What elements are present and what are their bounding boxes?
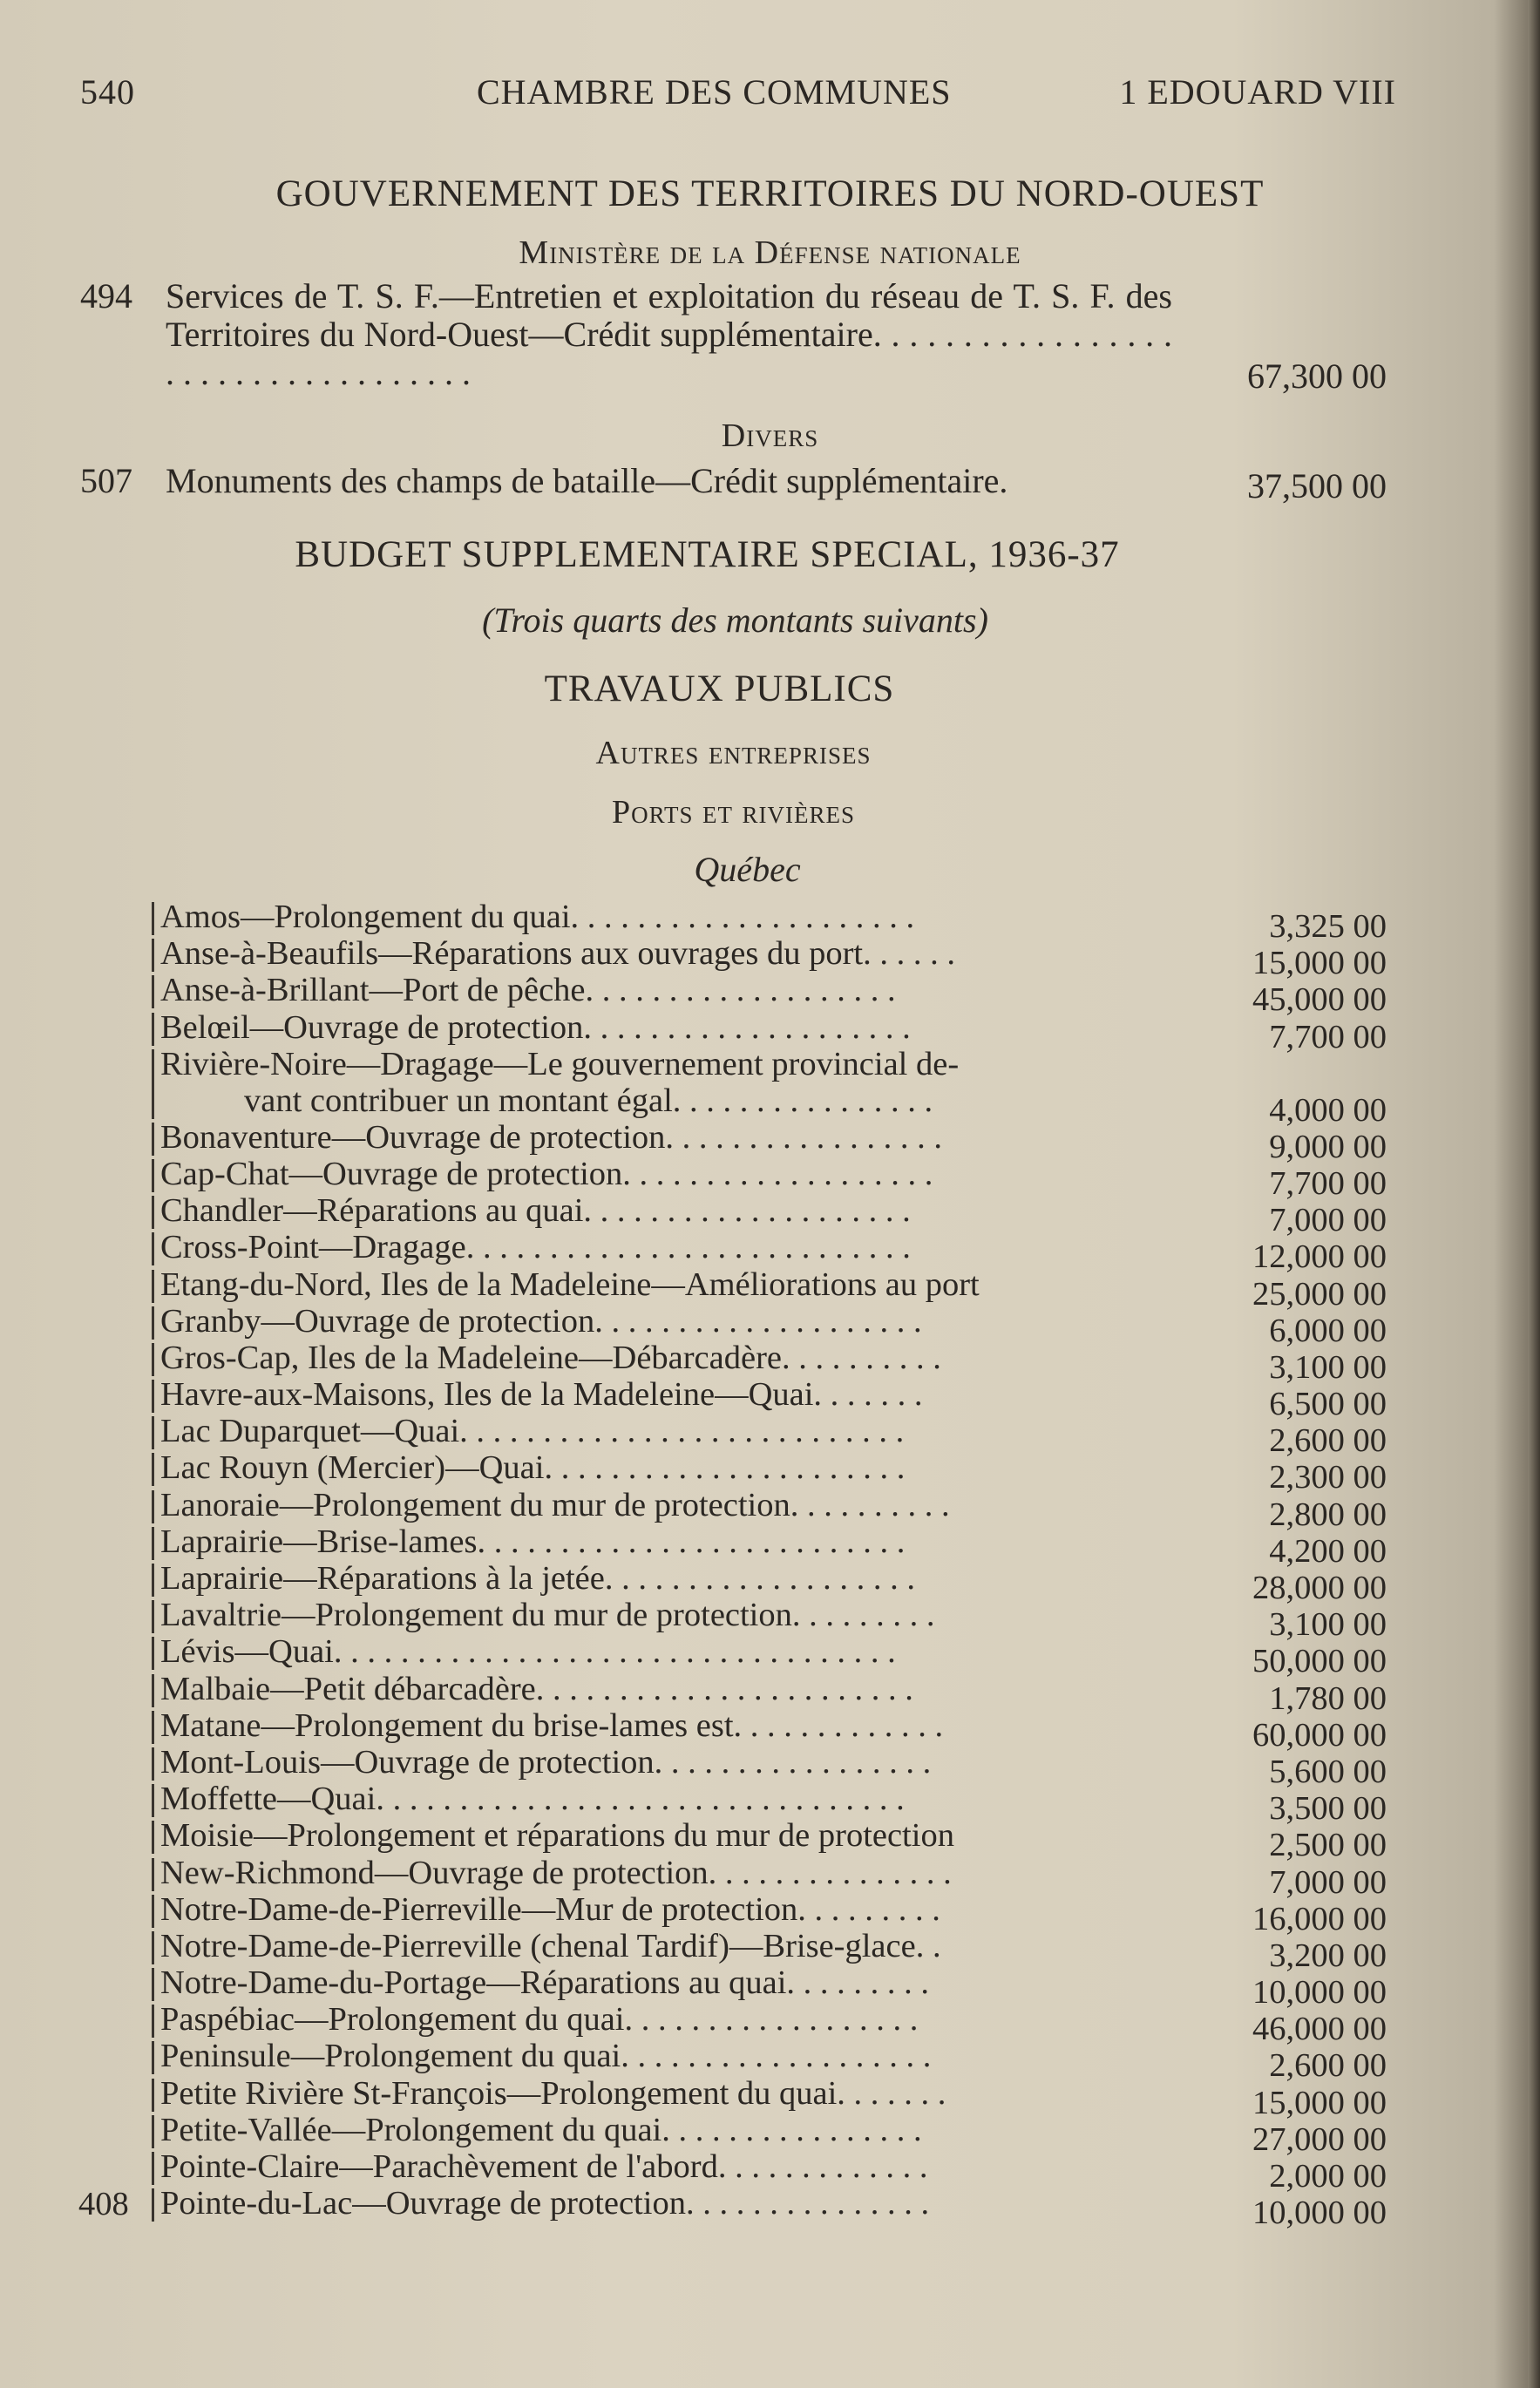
item-description-line: Lac Rouyn (Mercier)—Quai. . . . . . . . . . . . . . . . . . . . . . [160,1449,906,1487]
item-description-line: Laprairie—Réparations à la jetée. . . . . . . . . . . . . . . . . . . [160,1560,915,1597]
item-description [160,972,1171,1008]
item-amount: 3,100 00 [1269,1348,1387,1386]
item-amount: 2,800 00 [1269,1496,1387,1533]
item-amount: 45,000 00 [1252,981,1387,1019]
section-heading-nwt: GOUVERNEMENT DES TERRITOIRES DU NORD-OUEST [275,173,1265,214]
item-amount: 7,000 00 [1269,1202,1387,1239]
item-description-line: Rivière-Noire—Dragage—Le gouvernement provincial de- [160,1045,960,1082]
item-amount: 4,200 00 [1269,1532,1387,1570]
list-item [0,972,1540,1019]
item-description-line: Petite Rivière St-François—Prolongement du quai. . . . . . . [160,2074,946,2112]
list-item [0,1633,1540,1680]
category-subheading: Autres entreprises [595,735,872,771]
item-amount: 50,000 00 [1252,1643,1387,1680]
item-amount: 10,000 00 [1252,1974,1387,2011]
item-description-line: Cross-Point—Dragage. . . . . . . . . . . . . . . . . . . . . . . . . . . [160,1229,911,1266]
item-amount: 3,200 00 [1269,1937,1387,1974]
item-description [160,1156,1171,1192]
brace-segment [152,1416,154,1449]
list-item [0,1706,1540,1754]
list-item [0,1192,1540,1239]
item-amount: 7,000 00 [1269,1863,1387,1901]
item-description [160,2038,1171,2074]
item-description [160,1744,1171,1781]
budget-note: (Trois quarts des montants suivants) [482,600,988,640]
item-description [160,1009,1171,1046]
list-item [0,2038,1540,2085]
item-amount: 2,500 00 [1269,1827,1387,1864]
item-description-line: Pointe-Claire—Parachèvement de l'abord. . . . . . . . . . . . . [160,2148,928,2185]
list-item [0,2148,1540,2195]
item-amount: 37,500 00 [1247,466,1387,505]
brace-segment [152,975,154,1008]
item-description [160,1487,1171,1523]
brace-segment [152,1747,154,1781]
brace-segment [152,1895,154,1928]
item-amount: 2,600 00 [1269,2047,1387,2085]
brace-segment [152,1674,154,1707]
item-description [160,935,1171,972]
item-amount: 2,300 00 [1269,1459,1387,1496]
item-amount: 7,700 00 [1269,1018,1387,1055]
item-description [160,1964,1171,2001]
brace-segment [152,1564,154,1597]
brace-segment [152,2152,154,2185]
list-item [0,1339,1540,1386]
brace-segment [152,1453,154,1486]
item-description-line: Belœil—Ouvrage de protection. . . . . . . . . . . . . . . . . . . . [160,1008,911,1046]
item-amount: 3,325 00 [1269,908,1387,945]
list-item [0,1817,1540,1864]
brace-segment [152,1380,154,1413]
item-description [160,1303,1171,1340]
province-heading: Québec [694,850,801,889]
list-item [0,1670,1540,1717]
item-description: Monuments des champs de bataille—Crédit supplémentaire. [166,461,1008,500]
brace-segment [152,902,154,935]
item-description-line: Malbaie—Petit débarcadère. . . . . . . . . . . . . . . . . . . . . . . [160,1670,913,1707]
list-item [0,1008,1540,1055]
vote-number: 494 [80,276,132,315]
item-description [160,1597,1171,1633]
brace-segment [152,1490,154,1523]
item-description-line: Anse-à-Beaufils—Réparations aux ouvrages du port. . . . . . [160,935,956,973]
budget-title: BUDGET SUPPLEMENTAIRE SPECIAL, 1936-37 [295,534,1120,575]
item-description-line: New-Richmond—Ouvrage de protection. . . . . . . . . . . . . . . [160,1854,952,1891]
publication-title: CHAMBRE DES COMMUNES [477,72,952,112]
brace-segment [152,1858,154,1891]
item-description [160,1449,1171,1486]
list-item [0,1927,1540,1974]
list-item [0,1890,1540,1937]
item-description [160,1119,1171,1156]
list-item [0,1781,1540,1828]
list-item [0,1523,1540,1570]
brace-segment [152,1159,154,1192]
item-description [160,1781,1171,1817]
item-amount: 15,000 00 [1252,2084,1387,2121]
item-description-line: Lévis—Quai. . . . . . . . . . . . . . . . . . . . . . . . . . . . . . . . . . [160,1633,896,1671]
item-description [160,1413,1171,1449]
item-description-line: Cap-Chat—Ouvrage de protection. . . . . . . . . . . . . . . . . . . [160,1155,933,1192]
brace-segment [152,1013,154,1046]
item-description-line: Granby—Ouvrage de protection. . . . . . . . . . . . . . . . . . . . [160,1302,922,1340]
brace-segment [152,1527,154,1560]
ministry-subheading: Ministère de la Défense nationale [519,234,1021,271]
item-description [160,1229,1171,1265]
list-item [0,1229,1540,1276]
item-description [160,899,1171,935]
item-amount: 2,600 00 [1269,1422,1387,1460]
item-description-line: Bonaventure—Ouvrage de protection. . . . . . . . . . . . . . . . . [160,1118,943,1156]
brace-segment [152,1232,154,1265]
item-description [160,1560,1171,1597]
item-amount: 15,000 00 [1252,945,1387,982]
brace-segment [152,1821,154,1854]
item-description-line: Lavaltrie—Prolongement du mur de protection. . . . . . . . . [160,1597,935,1634]
item-description [160,2001,1171,2038]
list-item [0,1376,1540,1423]
item-description [160,1046,1171,1119]
brace-segment [152,1343,154,1376]
item-amount: 46,000 00 [1252,2011,1387,2048]
items-list [0,899,1540,2232]
item-amount: 4,000 00 [1269,1091,1387,1129]
item-amount: 25,000 00 [1252,1275,1387,1313]
item-description-line: Amos—Prolongement du quai. . . . . . . . . . . . . . . . . . . . . [160,899,915,935]
brace-segment [152,2188,154,2222]
item-amount: 3,100 00 [1269,1606,1387,1644]
brace-segment [152,2115,154,2148]
session-label: 1 EDOUARD VIII [1119,72,1396,112]
item-description [160,1633,1171,1670]
item-description-line: Peninsule—Prolongement du quai. . . . . . . . . . . . . . . . . . . [160,2038,932,2075]
item-amount: 1,780 00 [1269,1679,1387,1717]
item-description-line: Mont-Louis—Ouvrage de protection. . . . . . . . . . . . . . . . . [160,1743,932,1781]
item-description-line: vant contribuer un montant égal. . . . . . . . . . . . . . . . [244,1082,933,1119]
item-amount: 5,600 00 [1269,1753,1387,1790]
item-description [160,2185,1171,2222]
item-description-line: Havre-aux-Maisons, Iles de la Madeleine—Quai. . . . . . . [160,1376,923,1414]
item-description-line: Etang-du-Nord, Iles de la Madeleine—Améliorations au port [160,1265,980,1303]
brace-segment [152,1931,154,1964]
brace-segment [152,1270,154,1303]
subcategory-subheading: Ports et rivières [611,794,855,831]
item-description [160,1928,1171,1964]
department-heading: TRAVAUX PUBLICS [544,668,895,709]
item-description-line: Lanoraie—Prolongement du mur de protection. . . . . . . . . . [160,1486,950,1523]
list-item [0,1155,1540,1202]
item-amount: 3,500 00 [1269,1790,1387,1828]
list-item [0,2111,1540,2158]
brace-segment [152,1306,154,1340]
brace-segment [152,1600,154,1633]
item-description [160,1707,1171,1744]
item-description-line: Laprairie—Brise-lames. . . . . . . . . . . . . . . . . . . . . . . . . . [160,1523,906,1560]
item-description [160,1376,1171,1413]
item-description-line: Moffette—Quai. . . . . . . . . . . . . . . . . . . . . . . . . . . . . . . . [160,1781,905,1818]
brace-segment [152,1784,154,1817]
list-item [0,1118,1540,1165]
item-description-line: Matane—Prolongement du brise-lames est. . . . . . . . . . . . . [160,1706,944,1744]
page-number: 540 [80,72,135,112]
brace-segment [152,1637,154,1670]
item-description-line: Petite-Vallée—Prolongement du quai. . . . . . . . . . . . . . . . [160,2111,922,2148]
item-amount: 6,000 00 [1269,1312,1387,1349]
vote-number: 507 [80,461,132,500]
item-amount: 6,500 00 [1269,1386,1387,1423]
list-item [0,1964,1540,2011]
brace-segment [152,1968,154,2001]
item-description-line: Paspébiac—Prolongement du quai. . . . . . . . . . . . . . . . . . [160,2001,919,2039]
item-description [160,2112,1171,2148]
list-item [0,1045,1540,1129]
list-item [0,1560,1540,1606]
item-description-line: Pointe-du-Lac—Ouvrage de protection. . . . . . . . . . . . . . . [160,2185,930,2222]
vote-408-number: 408 [78,2186,129,2222]
item-description [160,1266,1171,1303]
list-item [0,2185,1540,2232]
item-description [160,1891,1171,1928]
list-item [0,1265,1540,1313]
list-item [0,2074,1540,2121]
item-amount: 7,700 00 [1269,1164,1387,1202]
brace-segment [152,2041,154,2074]
item-description-line: Notre-Dame-de-Pierreville—Mur de protection. . . . . . . . . [160,1890,940,1928]
item-amount: 28,000 00 [1252,1570,1387,1606]
item-amount: 27,000 00 [1252,2120,1387,2158]
list-item [0,899,1540,945]
brace-segment [152,1196,154,1229]
item-description-line: Notre-Dame-de-Pierreville (chenal Tardif)—Brise-glace. . [160,1927,941,1964]
item-description-line: Moisie—Prolongement et réparations du mur de protection [160,1817,954,1855]
list-item [0,1486,1540,1533]
item-amount: 10,000 00 [1252,2195,1387,2232]
item-amount: 60,000 00 [1252,1716,1387,1754]
list-item [0,1854,1540,1901]
item-description-line: Gros-Cap, Iles de la Madeleine—Débarcadère. . . . . . . . . . [160,1339,941,1376]
item-description [160,1340,1171,1376]
brace-segment [152,1711,154,1744]
list-item [0,935,1540,982]
brace-segment [152,1049,154,1119]
item-description-line: Anse-à-Brillant—Port de pêche. . . . . . . . . . . . . . . . . . . [160,972,896,1009]
list-item [0,1413,1540,1460]
item-amount: 16,000 00 [1252,1900,1387,1937]
list-item [0,1302,1540,1349]
item-description-line: Notre-Dame-du-Portage—Réparations au quai. . . . . . . . . [160,1964,930,2002]
brace-segment [152,2005,154,2038]
brace-segment [152,939,154,972]
item-amount: 9,000 00 [1269,1128,1387,1165]
item-description-line: Lac Duparquet—Quai. . . . . . . . . . . . . . . . . . . . . . . . . . . [160,1413,905,1450]
item-description [160,1817,1171,1854]
list-item [0,1597,1540,1644]
item-description [160,1671,1171,1707]
item-description [160,1523,1171,1560]
item-description: Services de T. S. F.—Entretien et exploitation du réseau de T. S. F. des Territoires du Nord-Ouest—Crédit supplémentaire. . . . . . . . . . . . . . . . . . . . . . . . . . . . . . . . . . . [166,276,1172,392]
divers-subheading: Divers [721,417,819,454]
item-description [160,2075,1171,2112]
item-description [160,2148,1171,2185]
item-description [160,1192,1171,1229]
item-amount: 67,300 00 [1247,356,1387,396]
running-head [80,71,1396,115]
list-item [0,1743,1540,1790]
list-item [0,2001,1540,2048]
page-binding-edge [1528,0,1540,2388]
item-description [160,1855,1171,1891]
item-amount: 12,000 00 [1252,1238,1387,1276]
item-amount: 2,000 00 [1269,2158,1387,2195]
item-description-line: Chandler—Réparations au quai. . . . . . . . . . . . . . . . . . . . [160,1192,911,1230]
brace-segment [152,2079,154,2112]
brace-segment [152,1123,154,1156]
list-item [0,1449,1540,1496]
